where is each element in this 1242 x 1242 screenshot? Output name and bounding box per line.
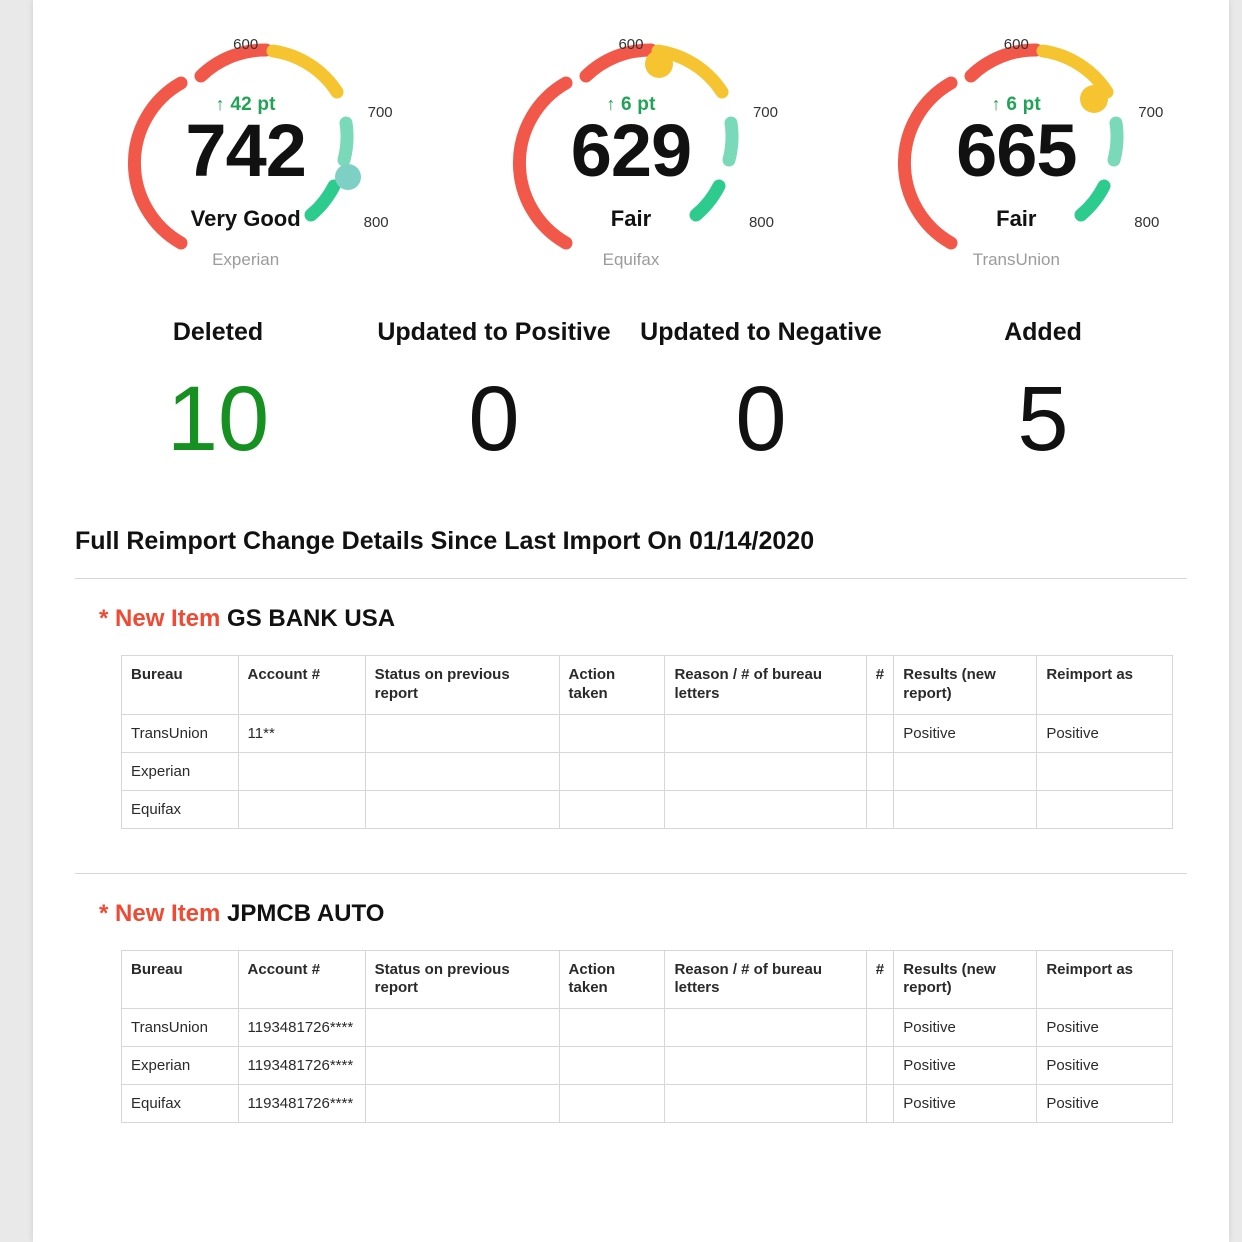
score-rating-transunion: Fair — [996, 206, 1037, 231]
cell-action — [559, 752, 665, 790]
col-header-reason: Reason / # of bureau letters — [665, 656, 866, 715]
divider — [75, 578, 1187, 579]
cell-reason — [665, 790, 866, 828]
cell-reimport — [1037, 790, 1173, 828]
gauge-equifax — [466, 18, 796, 280]
summary-values-row — [33, 368, 1229, 470]
cell-results: Positive — [894, 1009, 1037, 1047]
cell-hash — [866, 1047, 894, 1085]
summary-value-updated-positive: 0 — [468, 368, 520, 470]
cell-action — [559, 1085, 665, 1123]
col-header-reimport: Reimport as — [1037, 656, 1173, 715]
section-title: Full Reimport Change Details Since Last Import On 01/14/2020 — [75, 527, 815, 555]
creditor-name: GS BANK USA — [227, 605, 396, 632]
delta-value: 6 pt — [621, 94, 656, 115]
summary-labels-row — [33, 318, 1229, 347]
col-header-results: Results (new report) — [894, 656, 1037, 715]
summary-value-updated-positive-wrap — [363, 368, 625, 470]
gauge-experian — [81, 18, 411, 280]
summary-label-added — [897, 318, 1189, 347]
cell-bureau: TransUnion — [122, 1009, 239, 1047]
new-item-label: * New Item — [99, 605, 221, 632]
col-header-reason: Reason / # of bureau letters — [665, 950, 866, 1009]
cell-hash — [866, 714, 894, 752]
cell-reimport: Positive — [1037, 714, 1173, 752]
score-rating-experian: Very Good — [190, 206, 301, 231]
cell-status — [365, 1009, 559, 1047]
cell-reason — [665, 1085, 866, 1123]
col-header-account: Account # — [238, 656, 365, 715]
cell-action — [559, 1009, 665, 1047]
new-item-label: * New Item — [99, 899, 221, 927]
item-heading — [99, 605, 1229, 633]
cell-bureau: Equifax — [122, 1085, 239, 1123]
cell-reason — [665, 1009, 866, 1047]
col-header-results: Results (new report) — [894, 950, 1037, 1009]
table-row — [122, 714, 1173, 752]
cell-action — [559, 714, 665, 752]
cell-status — [365, 714, 559, 752]
col-header-account: Account # — [238, 950, 365, 1009]
cell-bureau: Equifax — [122, 790, 239, 828]
cell-status — [365, 1085, 559, 1123]
table-row — [122, 1009, 1173, 1047]
gauge-tick-700: 700 — [367, 104, 393, 121]
summary-label-updated-positive — [363, 318, 625, 347]
cell-account — [238, 790, 365, 828]
delta-value: 6 pt — [1006, 94, 1041, 115]
up-arrow-icon: ↑ — [991, 94, 1001, 114]
cell-bureau: TransUnion — [122, 714, 239, 752]
cell-hash — [866, 790, 894, 828]
cell-status — [365, 1047, 559, 1085]
cell-account: 1193481726**** — [238, 1047, 365, 1085]
summary-label-deleted — [73, 318, 363, 347]
gauge-marker-equifax — [645, 50, 673, 78]
bureau-name-experian: Experian — [212, 250, 280, 269]
creditor-name: JPMCB AUTO — [227, 899, 385, 927]
table-row — [122, 790, 1173, 828]
cell-bureau: Experian — [122, 752, 239, 790]
cell-account — [238, 752, 365, 790]
cell-action — [559, 790, 665, 828]
cell-reason — [665, 1047, 866, 1085]
summary-value-deleted-wrap — [73, 368, 363, 470]
cell-status — [365, 790, 559, 828]
report-page — [33, 0, 1229, 1242]
cell-account: 1193481726**** — [238, 1009, 365, 1047]
gauge-tick-600: 600 — [618, 36, 644, 53]
summary-label-updated-negative — [625, 318, 897, 347]
cell-results: Positive — [894, 1047, 1037, 1085]
score-value-transunion: 665 — [956, 109, 1077, 192]
gauge-transunion — [851, 18, 1181, 280]
col-header-bureau: Bureau — [122, 950, 239, 1009]
cell-results: Positive — [894, 714, 1037, 752]
col-header-hash: # — [866, 950, 894, 1009]
cell-reimport: Positive — [1037, 1009, 1173, 1047]
cell-status — [365, 752, 559, 790]
col-header-status: Status on previous report — [365, 656, 559, 715]
cell-hash — [866, 1085, 894, 1123]
table-header-row — [122, 656, 1173, 715]
gauge-tick-700: 700 — [752, 104, 778, 121]
summary-label-text: Added — [1004, 318, 1082, 346]
score-value-equifax: 629 — [570, 109, 692, 192]
cell-reimport: Positive — [1037, 1085, 1173, 1123]
col-header-reimport: Reimport as — [1037, 950, 1173, 1009]
gauge-tick-600: 600 — [1003, 36, 1029, 53]
col-header-action: Action taken — [559, 950, 665, 1009]
cell-bureau: Experian — [122, 1047, 239, 1085]
cell-results: Positive — [894, 1085, 1037, 1123]
summary-value-added: 5 — [1017, 368, 1069, 470]
cell-reason — [665, 714, 866, 752]
gauge-tick-600: 600 — [233, 36, 259, 53]
cell-account: 1193481726**** — [238, 1085, 365, 1123]
summary-value-added-wrap — [897, 368, 1189, 470]
summary-value-updated-negative: 0 — [735, 368, 787, 470]
bureau-name-transunion: TransUnion — [972, 250, 1060, 269]
cell-reimport — [1037, 752, 1173, 790]
col-header-hash: # — [866, 656, 894, 715]
table-header-row — [122, 950, 1173, 1009]
credit-score-gauges — [33, 0, 1229, 280]
table-row — [122, 1085, 1173, 1123]
table-row — [122, 1047, 1173, 1085]
col-header-action: Action taken — [559, 656, 665, 715]
divider — [75, 873, 1187, 874]
cell-results — [894, 790, 1037, 828]
bureau-name-equifax: Equifax — [602, 250, 660, 269]
gauge-tick-800: 800 — [748, 214, 774, 231]
gauge-tick-800: 800 — [363, 214, 389, 231]
item-heading — [99, 900, 1229, 928]
score-value-experian: 742 — [185, 109, 306, 192]
summary-label-text: Updated to Negative — [640, 318, 882, 346]
table-row — [122, 752, 1173, 790]
cell-results — [894, 752, 1037, 790]
detail-table-jpmcb-auto — [121, 950, 1173, 1124]
cell-action — [559, 1047, 665, 1085]
summary-label-text: Updated to Positive — [377, 318, 611, 346]
cell-account: 11** — [238, 714, 365, 752]
item-block-gs-bank-usa — [33, 605, 1229, 829]
summary-label-text: Deleted — [172, 318, 264, 346]
col-header-status: Status on previous report — [365, 950, 559, 1009]
gauge-tick-800: 800 — [1134, 214, 1160, 231]
delta-value: 42 pt — [230, 94, 276, 115]
cell-reason — [665, 752, 866, 790]
cell-hash — [866, 752, 894, 790]
summary-value-updated-negative-wrap — [625, 368, 897, 470]
score-rating-equifax: Fair — [610, 206, 652, 231]
col-header-bureau: Bureau — [122, 656, 239, 715]
up-arrow-icon: ↑ — [606, 94, 616, 114]
item-block-jpmcb-auto — [33, 900, 1229, 1124]
cell-reimport: Positive — [1037, 1047, 1173, 1085]
summary-value-deleted: 10 — [166, 368, 270, 470]
up-arrow-icon: ↑ — [215, 94, 225, 114]
gauge-tick-700: 700 — [1138, 104, 1164, 121]
detail-table-gs-bank-usa — [121, 655, 1173, 829]
cell-hash — [866, 1009, 894, 1047]
